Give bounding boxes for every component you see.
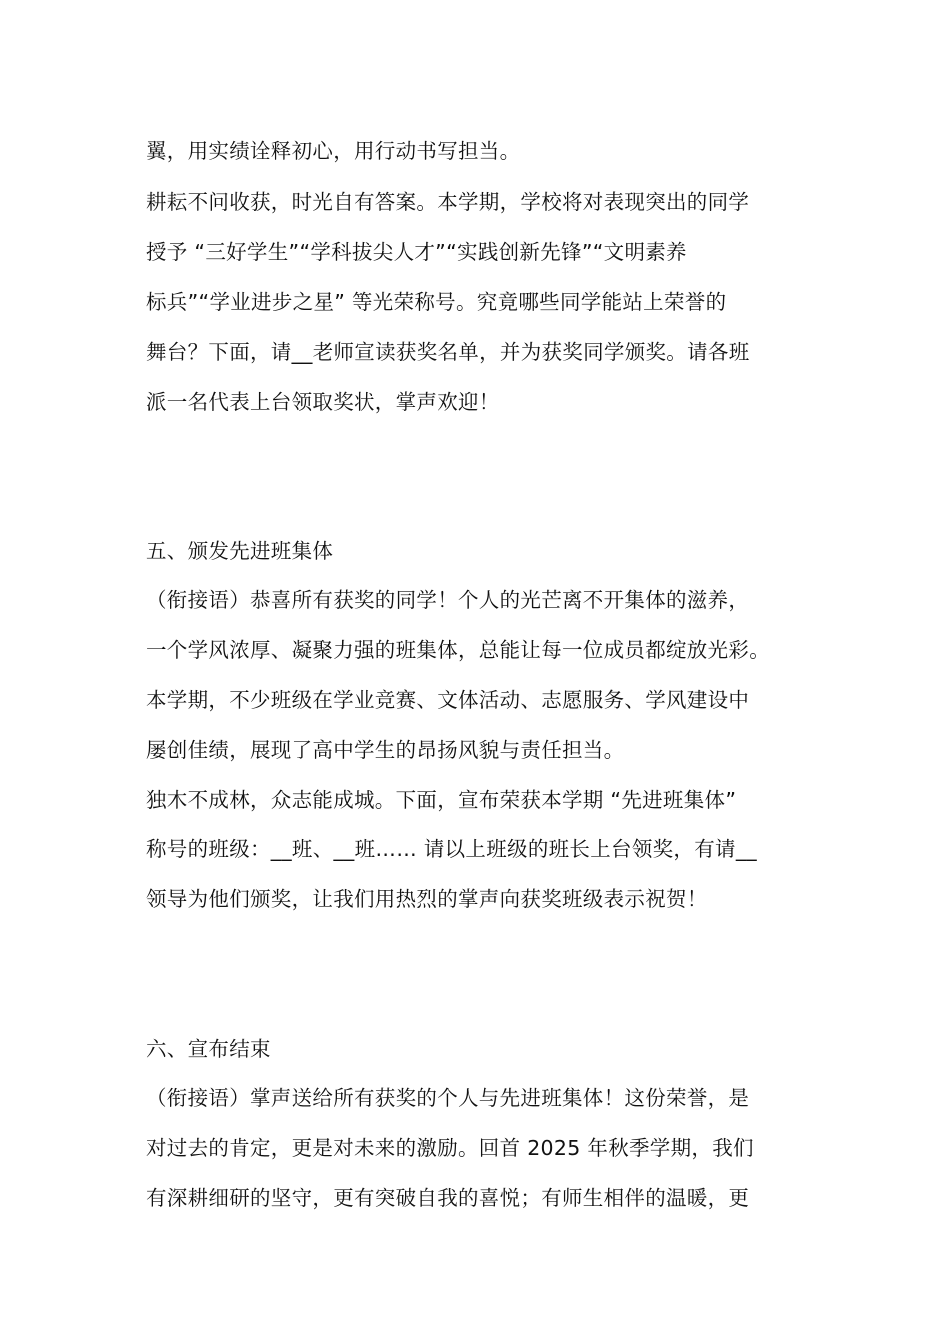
section-heading: 六、宣布结束 bbox=[146, 1037, 271, 1061]
section-heading: 五、颁发先进班集体 bbox=[146, 539, 334, 563]
paragraph-line: 独木不成林，众志能成城。下面，宣布荣获本学期 “先进班集体” bbox=[146, 788, 737, 812]
paragraph-line: （衔接语）掌声送给所有获奖的个人与先进班集体！这份荣誉，是 bbox=[146, 1086, 750, 1110]
paragraph-line: 舞台？下面，请__老师宣读获奖名单，并为获奖同学颁奖。请各班 bbox=[146, 340, 750, 364]
paragraph-line: 授予 “三好学生”“学科拔尖人才”“实践创新先锋”“文明素养 bbox=[146, 240, 687, 264]
paragraph-line: 标兵”“学业进步之星” 等光荣称号。究竟哪些同学能站上荣誉的 bbox=[146, 290, 727, 314]
paragraph-line: 耕耘不问收获，时光自有答案。本学期，学校将对表现突出的同学 bbox=[146, 190, 750, 214]
paragraph-line: 本学期，不少班级在学业竞赛、文体活动、志愿服务、学风建设中 bbox=[146, 688, 750, 712]
paragraph-line: 对过去的肯定，更是对未来的激励。回首 2025 年秋季学期，我们 bbox=[146, 1136, 754, 1160]
paragraph-line: 领导为他们颁奖，让我们用热烈的掌声向获奖班级表示祝贺！ bbox=[146, 887, 708, 911]
paragraph-line: 称号的班级：__班、__班…… 请以上班级的班长上台领奖，有请__ bbox=[146, 837, 757, 861]
paragraph-line: （衔接语）恭喜所有获奖的同学！个人的光芒离不开集体的滋养， bbox=[146, 588, 750, 612]
paragraph-line: 一个学风浓厚、凝聚力强的班集体，总能让每一位成员都绽放光彩。 bbox=[146, 638, 770, 662]
paragraph-line: 屡创佳绩，展现了高中学生的昂扬风貌与责任担当。 bbox=[146, 738, 625, 762]
paragraph-line: 翼，用实绩诠释初心，用行动书写担当。 bbox=[146, 139, 521, 163]
paragraph-line: 有深耕细研的坚守，更有突破自我的喜悦；有师生相伴的温暖，更 bbox=[146, 1186, 750, 1210]
paragraph-line: 派一名代表上台领取奖状，掌声欢迎！ bbox=[146, 390, 500, 414]
